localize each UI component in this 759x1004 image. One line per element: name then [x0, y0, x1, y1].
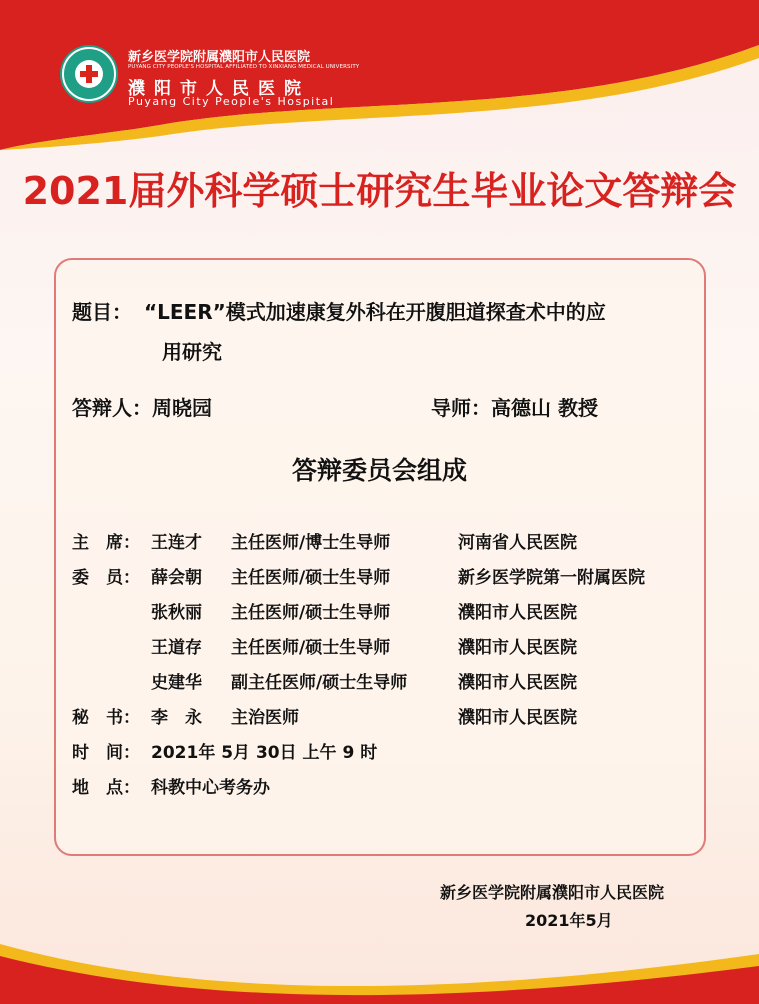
header-hospital-cn: 濮阳市人民医院 [128, 79, 310, 99]
committee-heading: 答辩委员会组成 [291, 456, 467, 485]
row-institution: 濮阳市人民医院 [458, 708, 577, 728]
row-institution: 河南省人民医院 [458, 533, 577, 553]
header-school-line: 新乡医学院附属濮阳市人民医院 [128, 50, 311, 65]
row-name: 史建华 [151, 673, 202, 693]
row-title: 主任医师/硕士生导师 [231, 568, 391, 588]
row-role: 时 间： [72, 743, 140, 763]
row-role: 秘 书： [72, 708, 140, 728]
row-name: 薛会朝 [151, 568, 202, 588]
row-title: 副主任医师/硕士生导师 [231, 673, 408, 693]
defender: 答辩人：周晓园 [72, 396, 212, 420]
row-title: 主任医师/硕士生导师 [231, 603, 391, 623]
row-name: 王道存 [151, 638, 202, 658]
thesis-title-line2: 用研究 [162, 340, 222, 364]
header-affiliation-en: PUYANG CITY PEOPLE'S HOSPITAL AFFILIATED TO XINXIANG MEDICAL UNIVERSITY [128, 64, 360, 70]
row-name: 李 永 [151, 708, 202, 728]
row-role: 地 点： [72, 778, 140, 798]
footer-organization: 新乡医学院附属濮阳市人民医院 [440, 883, 665, 902]
row-name: 张秋丽 [151, 603, 202, 623]
row-value: 科教中心考务办 [151, 778, 270, 798]
row-role: 委 员： [72, 568, 140, 588]
row-institution: 濮阳市人民医院 [458, 638, 577, 658]
row-institution: 濮阳市人民医院 [458, 603, 577, 623]
row-institution: 新乡医学院第一附属医院 [458, 568, 645, 588]
row-value: 2021年 5月 30日 上午 9 时 [151, 743, 378, 763]
page-title: 2021届外科学硕士研究生毕业论文答辩会 [22, 169, 737, 213]
row-title: 主任医师/硕士生导师 [231, 638, 391, 658]
content-panel [54, 258, 706, 856]
thesis-title-line1: “LEER”模式加速康复外科在开腹胆道探查术中的应 [144, 300, 606, 324]
hospital-logo [62, 47, 116, 101]
thesis-label: 题目： [72, 300, 132, 324]
row-title: 主治医师 [231, 708, 299, 728]
footer-date: 2021年5月 [525, 911, 613, 930]
advisor: 导师：高德山 教授 [431, 396, 598, 420]
row-name: 王连才 [151, 533, 202, 553]
row-institution: 濮阳市人民医院 [458, 673, 577, 693]
header-hospital-en: Puyang City People's Hospital [128, 95, 335, 108]
footer-banner [0, 894, 759, 1004]
row-role: 主 席： [72, 533, 140, 553]
row-title: 主任医师/博士生导师 [231, 533, 391, 553]
